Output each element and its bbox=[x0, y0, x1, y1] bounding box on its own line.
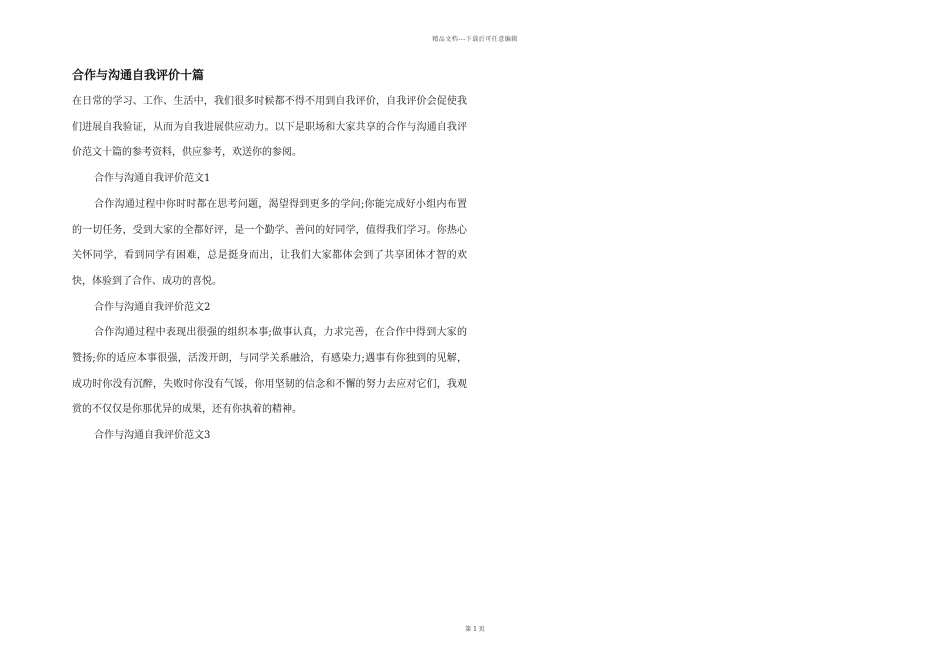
section-heading-3: 合作与沟通自我评价范文3 bbox=[94, 430, 211, 442]
document-body bbox=[72, 89, 467, 449]
intro-paragraph: 在日常的学习、工作、生活中，我们很多时候都不得不用到自我评价，自我评价会促使我们进展自我验证，从而为自我进展供应动力。以下是职场和大家共享的合作与沟通自我评价范文十篇的参考资料，供应参考，欢送你的参阅。 bbox=[72, 96, 467, 159]
section-heading-2: 合作与沟通自我评价范文2 bbox=[94, 301, 211, 313]
section-body-2: 合作沟通过程中表现出很强的组织本事;做事认真，力求完善，在合作中得到大家的赞扬;你的适应本事很强，活泼开朗，与同学关系融洽，有感染力;遇事有你独到的见解，成功时你没有沉醉，失败时你没有气馁，你用坚韧的信念和不懈的努力去应对它们，我观赏的不仅仅是你那优异的成果，还有你执着的精神。 bbox=[72, 327, 467, 416]
section-body-1: 合作沟通过程中你时时都在思考问题，渴望得到更多的学问;你能完成好小组内布置的一切任务，受到大家的全都好评，是一个勤学、善问的好同学，值得我们学习。你热心关怀同学，看到同学有困难，总是挺身而出，让我们大家都体会到了共享团体才智的欢快，体验到了合作、成功的喜悦。 bbox=[72, 198, 467, 287]
page-header-note: 精品文档---下载后可任意编辑 bbox=[432, 36, 518, 43]
section-heading-1: 合作与沟通自我评价范文1 bbox=[94, 173, 211, 185]
document-title: 合作与沟通自我评价十篇 bbox=[72, 68, 205, 82]
page-number: 第 1 页 bbox=[465, 626, 485, 633]
